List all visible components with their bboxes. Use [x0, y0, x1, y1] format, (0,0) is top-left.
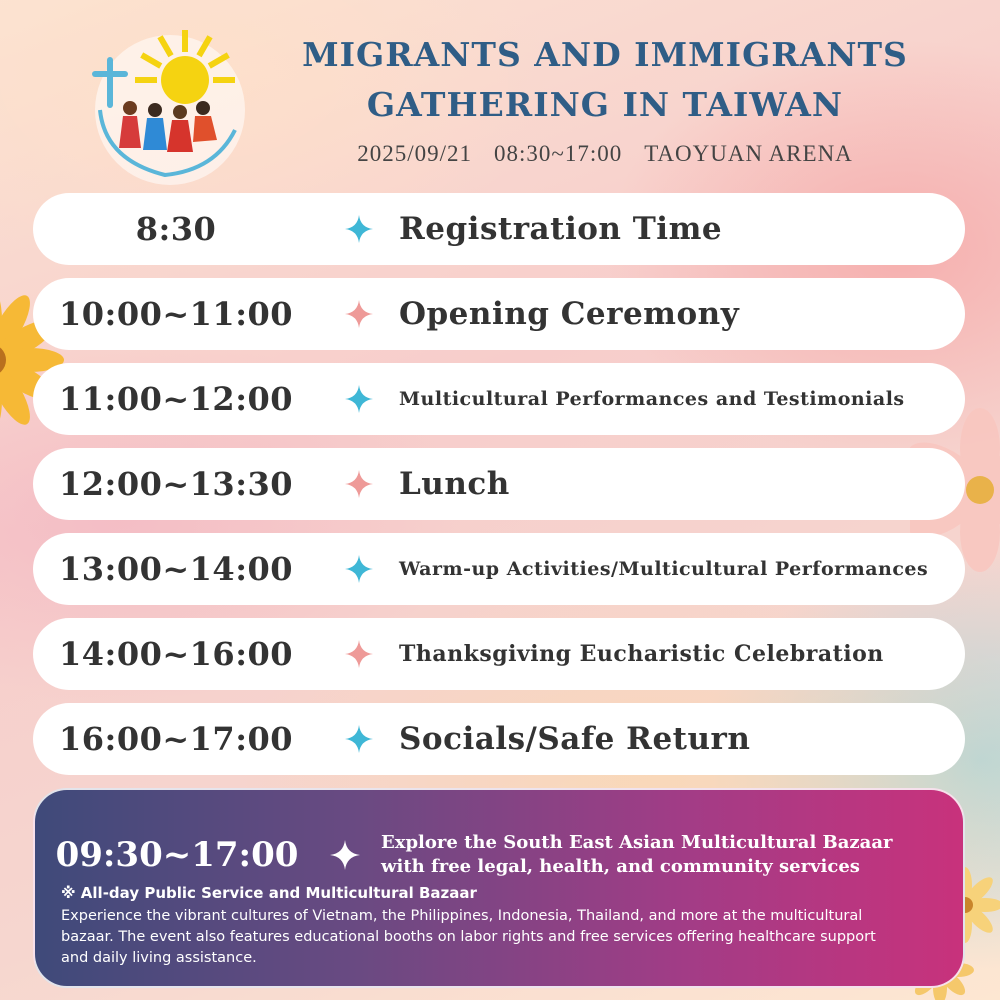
schedule-time: 16:00~17:00	[58, 720, 294, 758]
schedule-time: 13:00~14:00	[58, 550, 294, 588]
blue-star-icon	[319, 724, 399, 754]
schedule-row	[33, 363, 965, 435]
event-date: 2025/09/21	[357, 141, 472, 166]
schedule-label: Multicultural Performances and Testimonials	[399, 388, 905, 410]
schedule-label: Warm-up Activities/Multicultural Performances	[399, 558, 929, 580]
blue-star-icon	[319, 554, 399, 584]
bazaar-description-line-2: with free legal, health, and community services	[381, 856, 860, 877]
schedule-label: Thanksgiving Eucharistic Celebration	[399, 641, 884, 667]
bazaar-note-title: ※ All-day Public Service and Multicultural Bazaar	[61, 884, 477, 902]
schedule-time: 12:00~13:30	[58, 465, 294, 503]
pink-star-icon	[319, 639, 399, 669]
event-title-line-2: GATHERING IN TAIWAN	[366, 85, 844, 124]
schedule-time: 10:00~11:00	[58, 295, 294, 333]
event-logo	[75, 30, 255, 190]
pink-star-icon	[319, 469, 399, 499]
schedule-row	[33, 703, 965, 775]
schedule-time: 14:00~16:00	[58, 635, 294, 673]
header	[280, 30, 930, 174]
schedule-row	[33, 278, 965, 350]
bazaar-panel	[33, 788, 965, 988]
event-subtitle	[280, 134, 930, 174]
schedule-row	[33, 618, 965, 690]
schedule-label: Socials/Safe Return	[399, 721, 751, 757]
event-venue: TAOYUAN ARENA	[644, 141, 853, 166]
schedule-row	[33, 193, 965, 265]
event-title-line-1: MIGRANTS AND IMMIGRANTS	[302, 35, 908, 74]
blue-star-icon	[319, 384, 399, 414]
bazaar-header	[35, 820, 963, 890]
schedule-row	[33, 448, 965, 520]
schedule-label: Opening Ceremony	[399, 296, 740, 332]
schedule-label: Registration Time	[399, 211, 723, 247]
blue-star-icon	[319, 214, 399, 244]
schedule-label: Lunch	[399, 466, 510, 502]
schedule-time: 8:30	[135, 210, 217, 248]
bazaar-time: 09:30~17:00	[55, 835, 299, 875]
schedule-row	[33, 533, 965, 605]
pink-star-icon	[319, 299, 399, 329]
event-time: 08:30~17:00	[493, 141, 623, 166]
bazaar-description	[371, 831, 963, 879]
white-star-icon	[319, 839, 371, 871]
bazaar-note-text: Experience the vibrant cultures of Vietnam, the Philippines, Indonesia, Thailand, and more at the multicultural bazaar. The event also features educational booths on labor rights and free services offering healthcare support and daily living assistance.	[61, 908, 876, 966]
schedule-time: 11:00~12:00	[58, 380, 294, 418]
bazaar-description-line-1: Explore the South East Asian Multicultural Bazaar	[381, 832, 893, 853]
